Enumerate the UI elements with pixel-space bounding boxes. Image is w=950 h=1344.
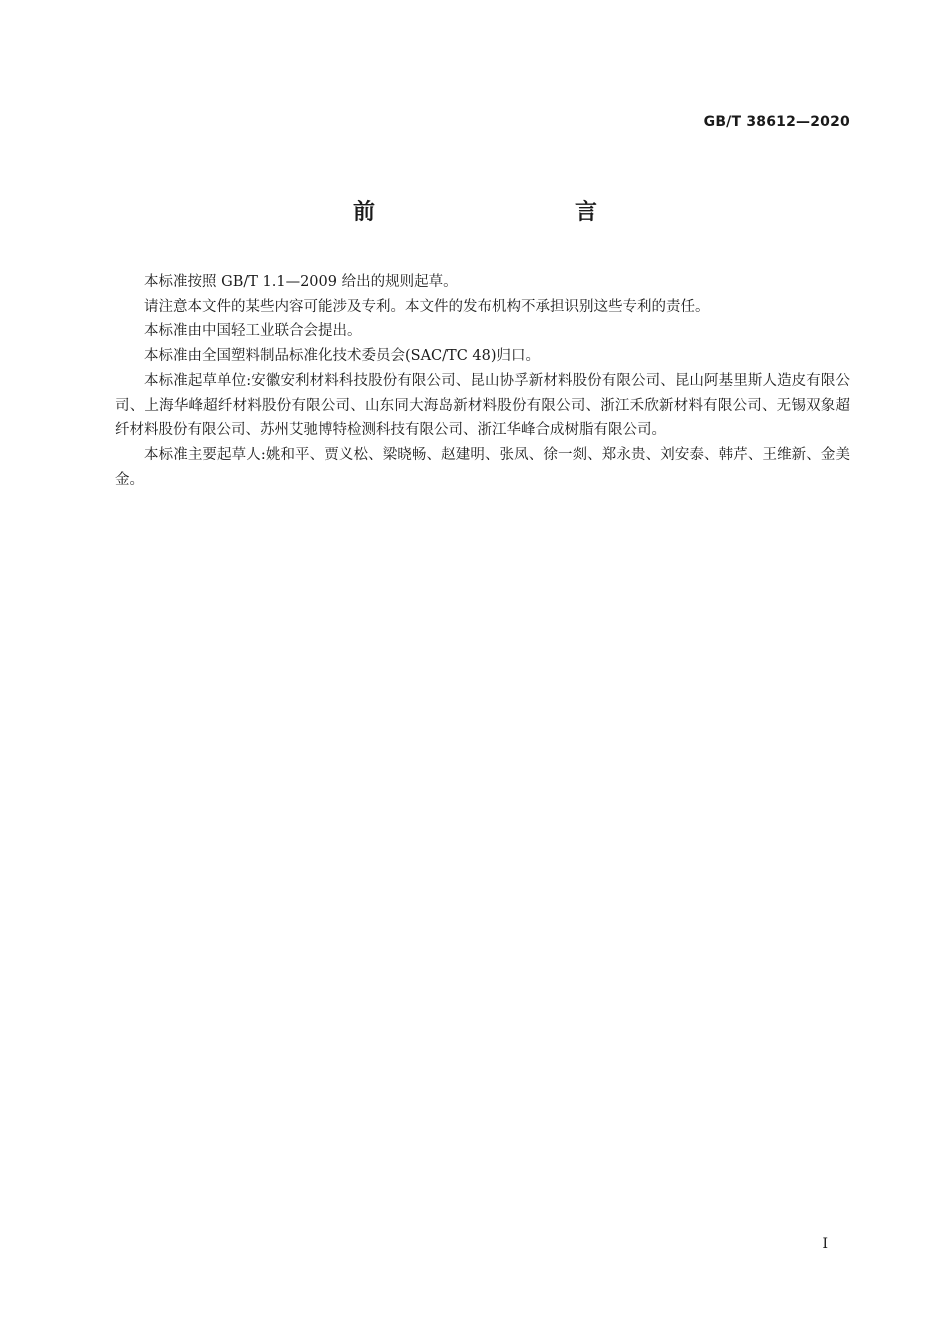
paragraph-patent-notice: 请注意本文件的某些内容可能涉及专利。本文件的发布机构不承担识别这些专利的责任。 bbox=[144, 298, 710, 315]
paragraph-technical-committee: 本标准由全国塑料制品标准化技术委员会(SAC/TC 48)归口。 bbox=[144, 348, 541, 365]
paragraph-proposer: 本标准由中国轻工业联合会提出。 bbox=[144, 323, 362, 340]
page-number: I bbox=[822, 1236, 828, 1252]
standard-code: GB/T 38612—2020 bbox=[703, 114, 850, 130]
foreword-body bbox=[115, 270, 850, 492]
page-title: 前 言 bbox=[352, 200, 649, 225]
paragraph-drafting-rules: 本标准按照 GB/T 1.1—2009 给出的规则起草。 bbox=[144, 274, 458, 290]
paragraph-main-drafters: 本标准主要起草人:姚和平、贾义松、梁晓畅、赵建明、张凤、徐一剡、郑永贵、刘安泰、韩芹、王维新、金美金。 bbox=[115, 446, 850, 488]
paragraph-drafting-units: 本标准起草单位:安徽安利材料科技股份有限公司、昆山协孚新材料股份有限公司、昆山阿基里斯人造皮有限公司、上海华峰超纤材料股份有限公司、山东同大海岛新材料股份有限公司、浙江禾欣新材料有限公司、无锡双象超纤材料股份有限公司、苏州艾驰博特检测科技有限公司、浙江华峰合成树脂有限公司。 bbox=[115, 372, 850, 439]
